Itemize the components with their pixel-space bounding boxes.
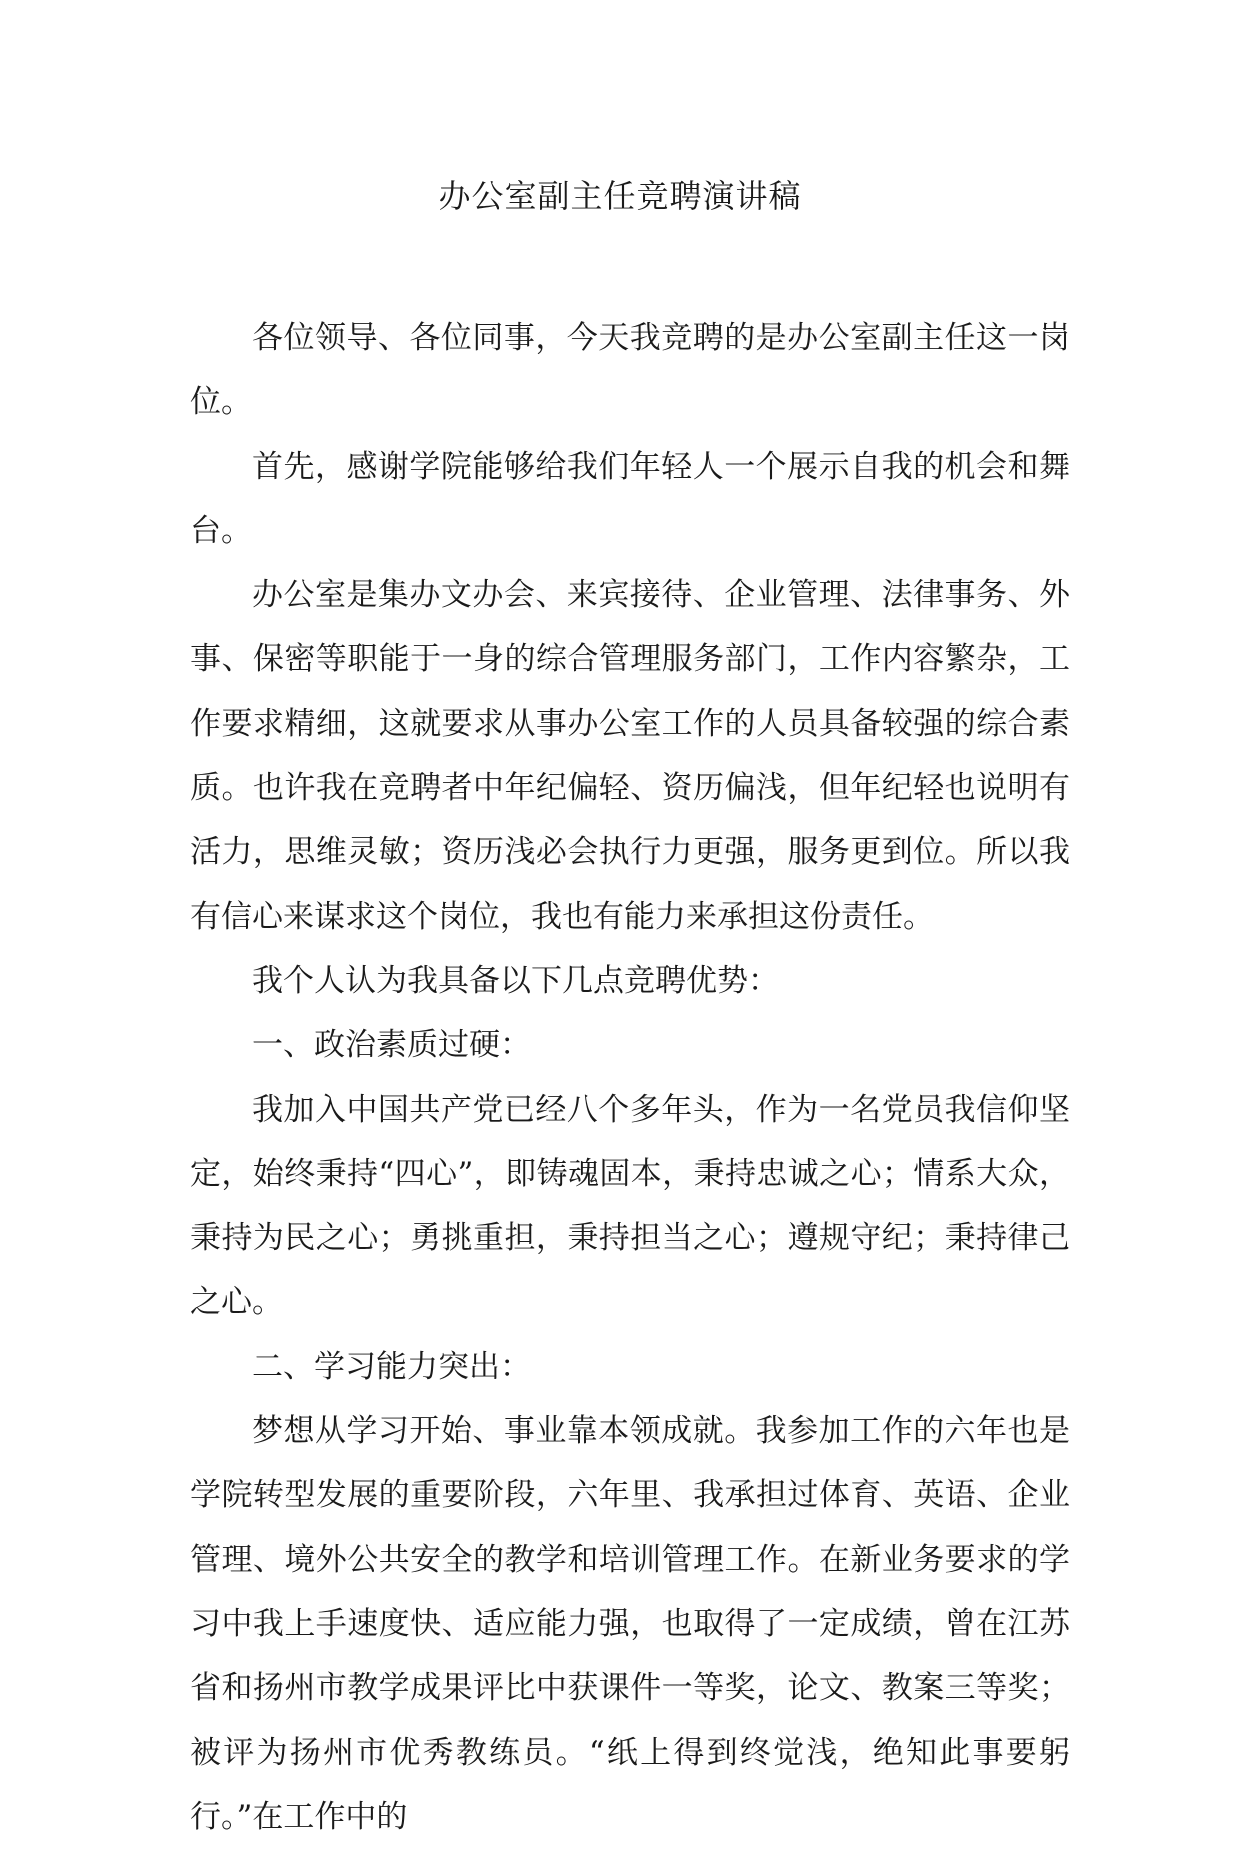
document-body	[190, 306, 1070, 1849]
document-title: 办公室副主任竞聘演讲稿	[438, 177, 802, 215]
paragraph-learning: 梦想从学习开始、事业靠本领成就。我参加工作的六年也是学院转型发展的重要阶段，六年里、我承担过体育、英语、企业管理、境外公共安全的教学和培训管理工作。在新业务要求的学习中我上手速度快、适应能力强，也取得了一定成绩，曾在江苏省和扬州市教学成果评比中获课件一等奖，论文、教案三等奖；被评为扬州市优秀教练员。“纸上得到终觉浅，绝知此事要躬行。”在工作中的	[190, 1413, 1070, 1835]
paragraph-political: 我加入中国共产党已经八个多年头，作为一名党员我信仰坚定，始终秉持“四心”，即铸魂固本，秉持忠诚之心；情系大众，秉持为民之心；勇挑重担，秉持担当之心；遵规守纪；秉持律己之心。	[190, 1091, 1070, 1321]
paragraph-advantages-intro: 我个人认为我具备以下几点竞聘优势：	[252, 962, 779, 999]
paragraph-greeting: 各位领导、各位同事，今天我竞聘的是办公室副主任这一岗位。	[190, 320, 1070, 421]
paragraph-thanks: 首先，感谢学院能够给我们年轻人一个展示自我的机会和舞台。	[190, 448, 1070, 549]
paragraph-office-intro: 办公室是集办文办会、来宾接待、企业管理、法律事务、外事、保密等职能于一身的综合管理服务部门，工作内容繁杂，工作要求精细，这就要求从事办公室工作的人员具备较强的综合素质。也许我在竞聘者中年纪偏轻、资历偏浅，但年纪轻也说明有活力，思维灵敏；资历浅必会执行力更强，服务更到位。所以我有信心来谋求这个岗位，我也有能力来承担这份责任。	[190, 577, 1070, 935]
section-heading-learning: 二、学习能力突出：	[252, 1348, 531, 1385]
section-heading-political: 一、政治素质过硬：	[252, 1027, 531, 1064]
